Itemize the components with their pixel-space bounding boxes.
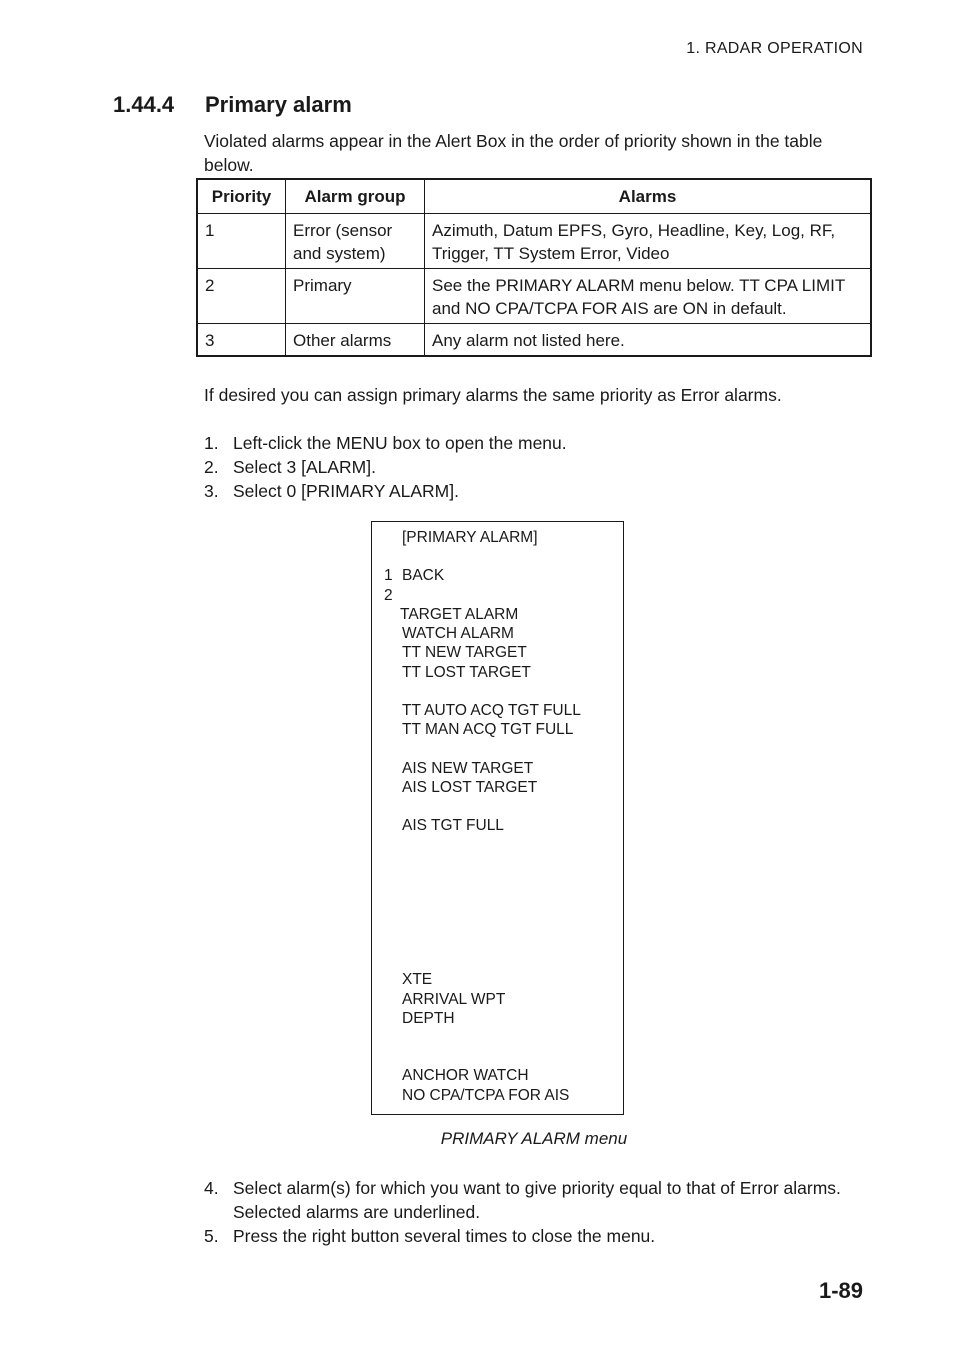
step-text: Left-click the MENU box to open the menu. — [233, 433, 567, 453]
menu-item-ais-lost-target[interactable]: AIS LOST TARGET — [402, 779, 538, 796]
list-item — [204, 1176, 844, 1224]
cell-priority: 1 — [197, 214, 286, 269]
menu-item-tt-auto-acq-tgt-full[interactable]: TT AUTO ACQ TGT FULL — [402, 702, 581, 719]
primary-alarm-menu — [371, 521, 624, 1115]
table-row — [197, 214, 871, 269]
step-text: Select alarm(s) for which you want to give priority equal to that of Error alarms. Selected alarms are underlined. — [233, 1178, 841, 1222]
note-paragraph: If desired you can assign primary alarms the same priority as Error alarms. — [204, 385, 782, 405]
running-header: 1. RADAR OPERATION — [686, 40, 863, 57]
step-number: 5. — [204, 1226, 219, 1246]
menu-key: 1 — [384, 567, 393, 584]
section-number: 1.44.4 — [113, 92, 175, 117]
procedure-steps-continued — [204, 1176, 844, 1248]
list-item — [204, 479, 844, 503]
step-text: Press the right button several times to close the menu. — [233, 1226, 656, 1246]
menu-item-target-alarm[interactable]: TARGET ALARM — [400, 606, 519, 623]
menu-item-anchor-watch[interactable]: ANCHOR WATCH — [402, 1067, 529, 1084]
menu-item-no-cpa-tcpa-for-ais[interactable]: NO CPA/TCPA FOR AIS — [402, 1087, 570, 1104]
cell-alarms: Any alarm not listed here. — [425, 324, 872, 357]
list-item — [204, 1224, 844, 1248]
step-number: 3. — [204, 481, 219, 501]
menu-item-watch-alarm[interactable]: WATCH ALARM — [402, 625, 514, 642]
page-number: 1-89 — [818, 1278, 863, 1303]
menu-item-xte[interactable]: XTE — [402, 971, 433, 988]
cell-priority: 3 — [197, 324, 286, 357]
menu-item-tt-man-acq-tgt-full[interactable]: TT MAN ACQ TGT FULL — [402, 721, 574, 738]
cell-alarm-group: Primary — [286, 269, 425, 324]
menu-key: 2 — [384, 587, 393, 604]
list-item — [204, 431, 844, 455]
section-heading — [113, 92, 352, 118]
menu-item-depth[interactable]: DEPTH — [402, 1010, 455, 1027]
cell-priority: 2 — [197, 269, 286, 324]
section-title: Primary alarm — [205, 92, 352, 117]
step-number: 4. — [204, 1178, 219, 1198]
cell-alarm-group: Other alarms — [286, 324, 425, 357]
step-text: Select 3 [ALARM]. — [233, 457, 376, 477]
table-row — [197, 324, 871, 357]
menu-item-back[interactable]: BACK — [402, 567, 445, 584]
priority-table — [196, 178, 872, 357]
menu-item-tt-new-target[interactable]: TT NEW TARGET — [402, 644, 527, 661]
step-number: 2. — [204, 457, 219, 477]
cell-alarm-group: Error (sensor and system) — [286, 214, 425, 269]
table-header-row — [197, 179, 871, 214]
menu-item-ais-new-target[interactable]: AIS NEW TARGET — [402, 760, 534, 777]
step-text: Select 0 [PRIMARY ALARM]. — [233, 481, 459, 501]
procedure-steps — [204, 431, 844, 503]
step-number: 1. — [204, 433, 219, 453]
header-priority: Priority — [197, 179, 286, 214]
menu-title: [PRIMARY ALARM] — [402, 529, 538, 546]
menu-item-ais-tgt-full[interactable]: AIS TGT FULL — [402, 817, 504, 834]
list-item — [204, 455, 844, 479]
intro-paragraph: Violated alarms appear in the Alert Box in the order of priority shown in the table below. — [204, 131, 823, 175]
figure-caption: PRIMARY ALARM menu — [440, 1129, 628, 1148]
menu-item-arrival-wpt[interactable]: ARRIVAL WPT — [402, 991, 506, 1008]
table-row — [197, 269, 871, 324]
header-alarms: Alarms — [425, 179, 872, 214]
menu-item-tt-lost-target[interactable]: TT LOST TARGET — [402, 664, 531, 681]
cell-alarms: Azimuth, Datum EPFS, Gyro, Headline, Key, Log, RF, Trigger, TT System Error, Video — [425, 214, 872, 269]
header-alarm-group: Alarm group — [286, 179, 425, 214]
cell-alarms: See the PRIMARY ALARM menu below. TT CPA LIMIT and NO CPA/TCPA FOR AIS are ON in default. — [425, 269, 872, 324]
